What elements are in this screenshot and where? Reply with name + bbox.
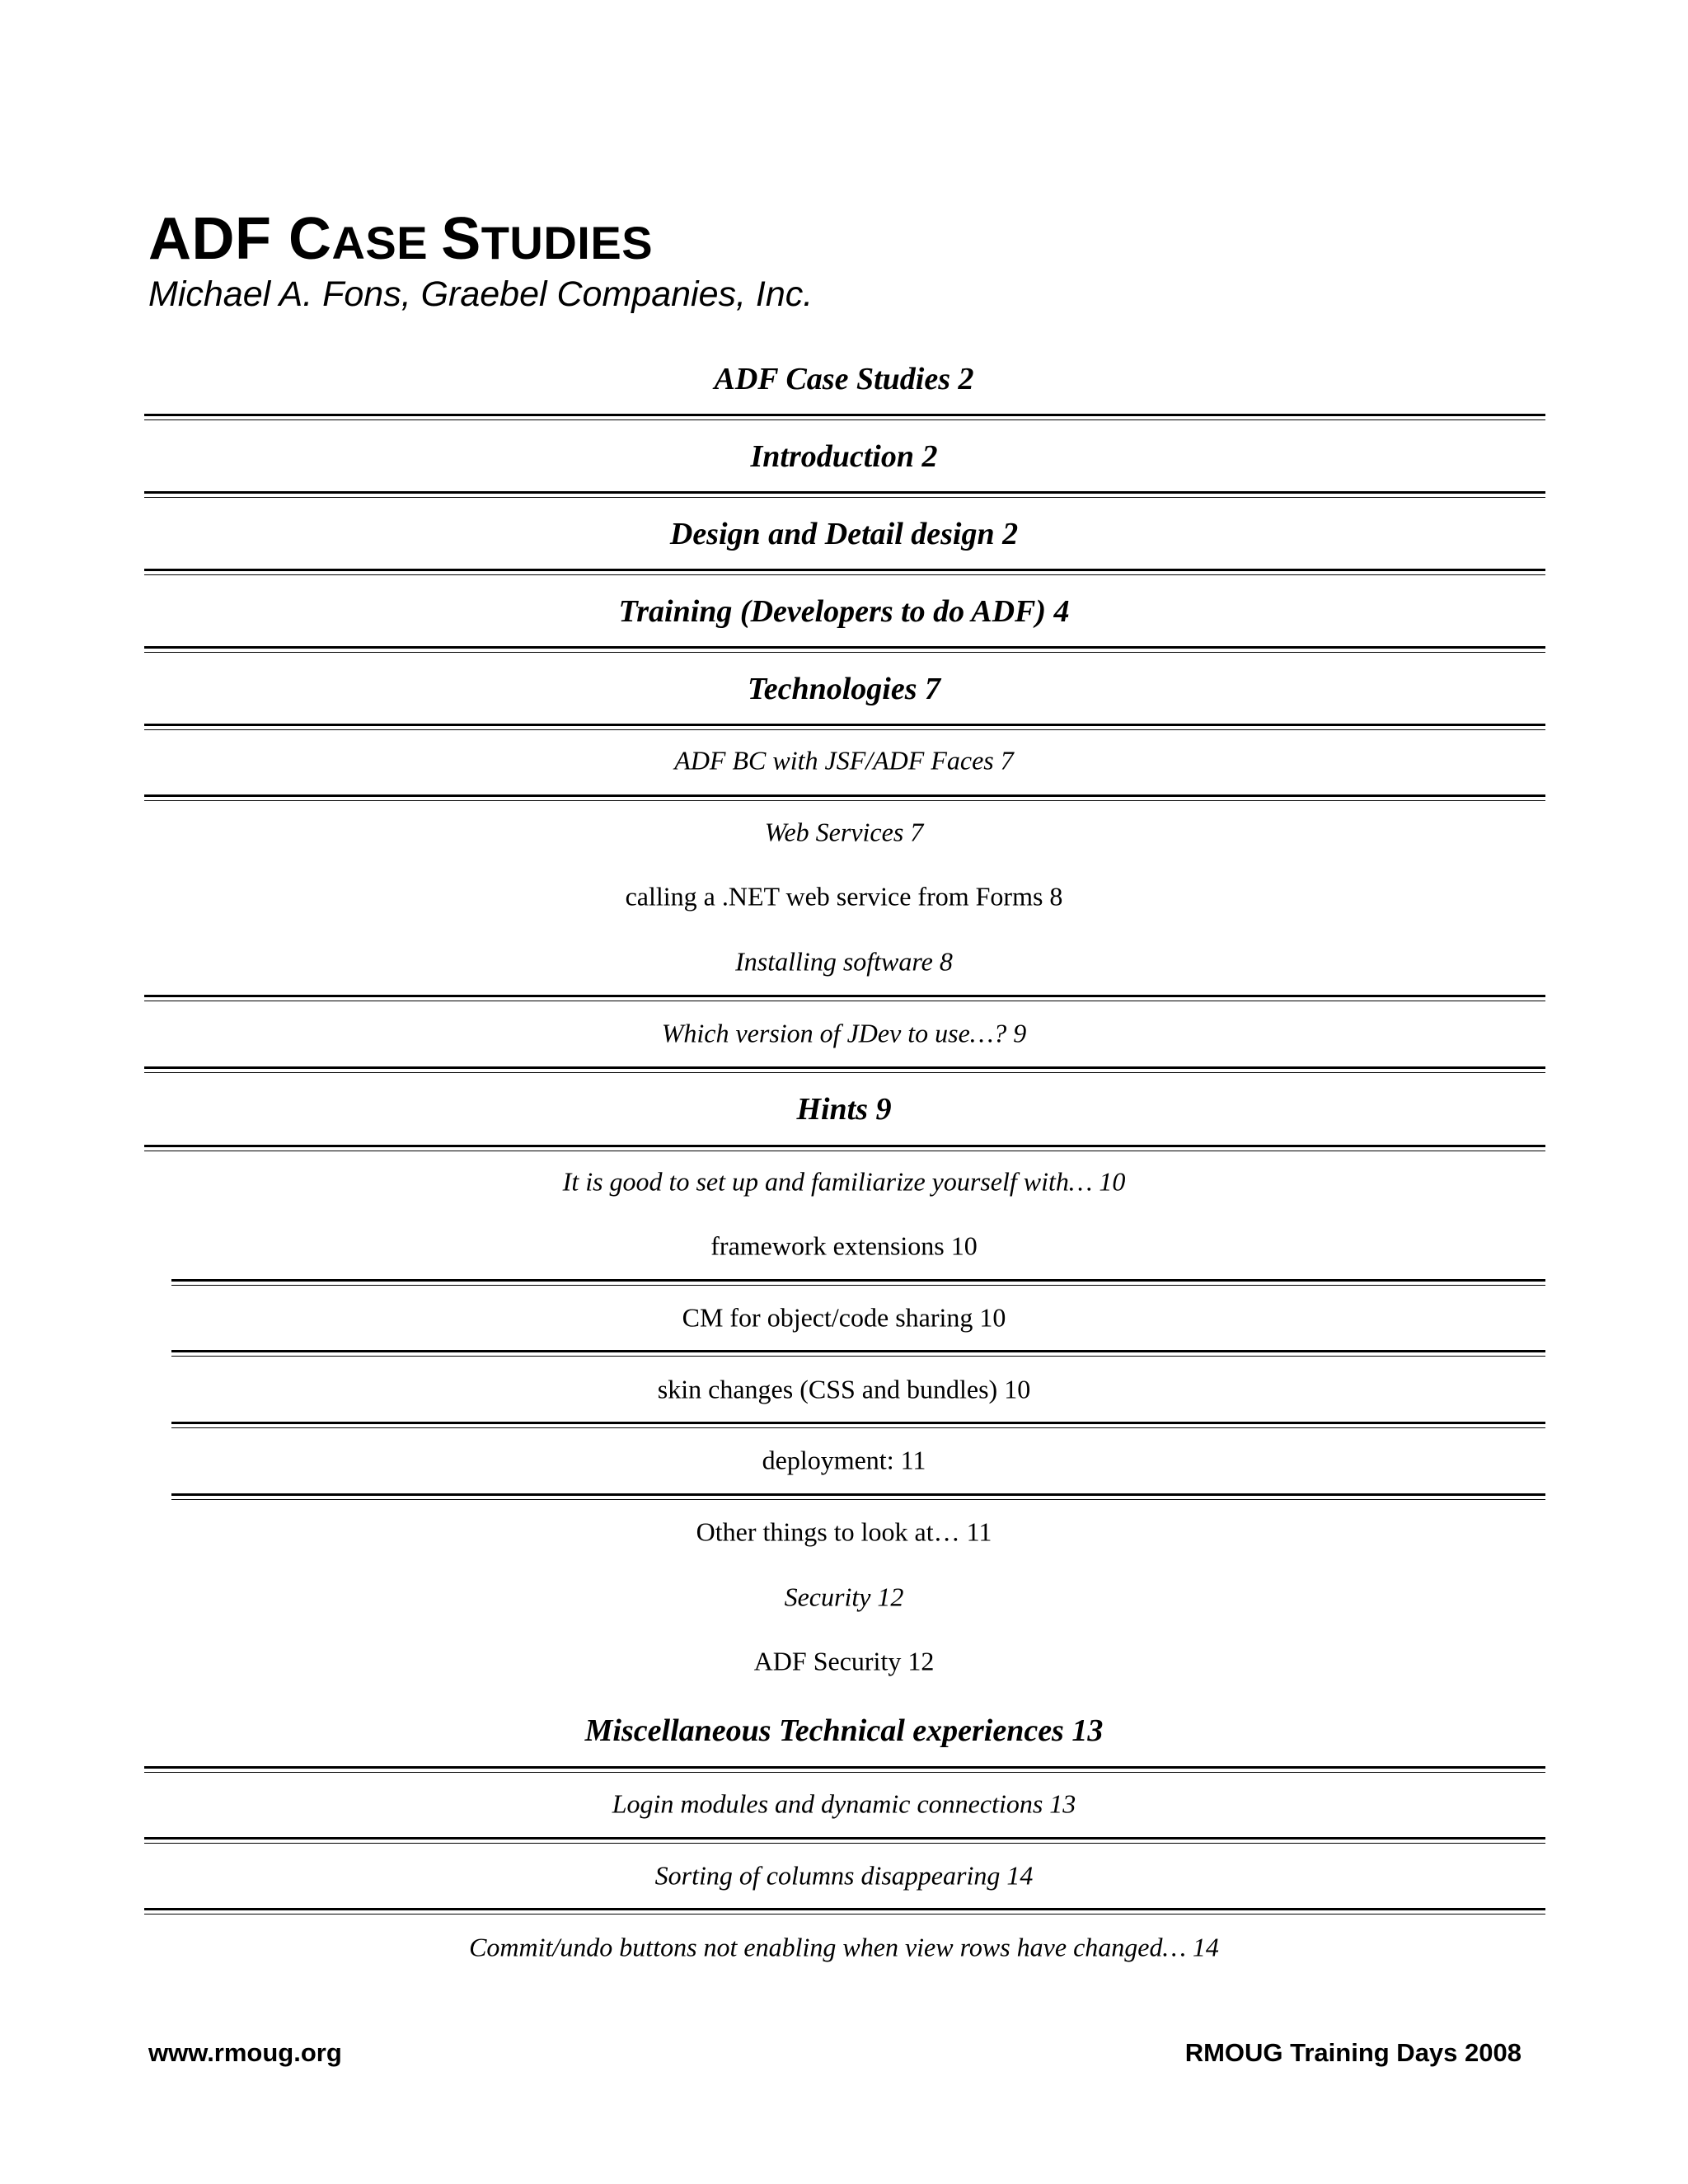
divider [144, 569, 1545, 575]
document-subtitle: Michael A. Fons, Graebel Companies, Inc. [148, 274, 814, 314]
toc-entry[interactable]: Security 12 [784, 1582, 904, 1612]
toc-entry[interactable]: Web Services 7 [764, 817, 924, 847]
footer-website: www.rmoug.org [148, 2038, 342, 2067]
document-title [148, 204, 653, 278]
toc-entry[interactable]: ADF Security 12 [753, 1646, 935, 1676]
divider [171, 1279, 1545, 1286]
divider [144, 724, 1545, 730]
title-part-2: ASE [331, 217, 442, 269]
toc-entry[interactable]: Technologies 7 [748, 672, 940, 706]
divider [144, 1908, 1545, 1915]
toc-entry[interactable]: It is good to set up and familiarize yourself with… 10 [562, 1166, 1126, 1197]
toc-entry[interactable]: Login modules and dynamic connections 13 [612, 1788, 1076, 1819]
title-part-1: ADF C [148, 206, 332, 272]
toc-entry[interactable]: CM for object/code sharing 10 [682, 1302, 1006, 1333]
divider [171, 1493, 1545, 1500]
toc-entry[interactable]: Hints 9 [796, 1092, 892, 1127]
divider [144, 995, 1545, 1001]
divider [171, 1350, 1545, 1357]
toc-entry[interactable]: Miscellaneous Technical experiences 13 [584, 1713, 1104, 1748]
toc-entry[interactable]: Introduction 2 [750, 439, 938, 474]
footer-event: RMOUG Training Days 2008 [1184, 2038, 1522, 2067]
divider [144, 491, 1545, 498]
toc-entry[interactable]: Which version of JDev to use…? 9 [661, 1018, 1027, 1048]
toc-entry[interactable]: Design and Detail design 2 [669, 517, 1019, 551]
toc-entry[interactable]: Training (Developers to do ADF) 4 [618, 594, 1070, 629]
toc-entry[interactable]: framework extensions 10 [710, 1230, 978, 1261]
toc-entry[interactable]: Sorting of columns disappearing 14 [654, 1860, 1034, 1891]
toc-entry[interactable]: skin changes (CSS and bundles) 10 [657, 1374, 1031, 1404]
title-part-4: TUDIES [481, 217, 654, 269]
divider [144, 1145, 1545, 1151]
divider [144, 1837, 1545, 1844]
toc-entry[interactable]: ADF BC with JSF/ADF Faces 7 [674, 745, 1014, 776]
divider [144, 646, 1545, 653]
title-part-3: S [441, 206, 481, 272]
toc-entry[interactable]: calling a .NET web service from Forms 8 [625, 881, 1063, 912]
divider [144, 1066, 1545, 1073]
divider [144, 414, 1545, 420]
toc-entry[interactable]: Installing software 8 [735, 946, 953, 977]
toc-entry[interactable]: deployment: 11 [762, 1445, 926, 1475]
toc-entry[interactable]: ADF Case Studies 2 [714, 362, 974, 396]
toc-entry[interactable]: Other things to look at… 11 [696, 1516, 992, 1547]
divider [144, 1766, 1545, 1773]
toc-entry[interactable]: Commit/undo buttons not enabling when view rows have changed… 14 [469, 1932, 1219, 1962]
divider [171, 1422, 1545, 1428]
divider [144, 794, 1545, 801]
